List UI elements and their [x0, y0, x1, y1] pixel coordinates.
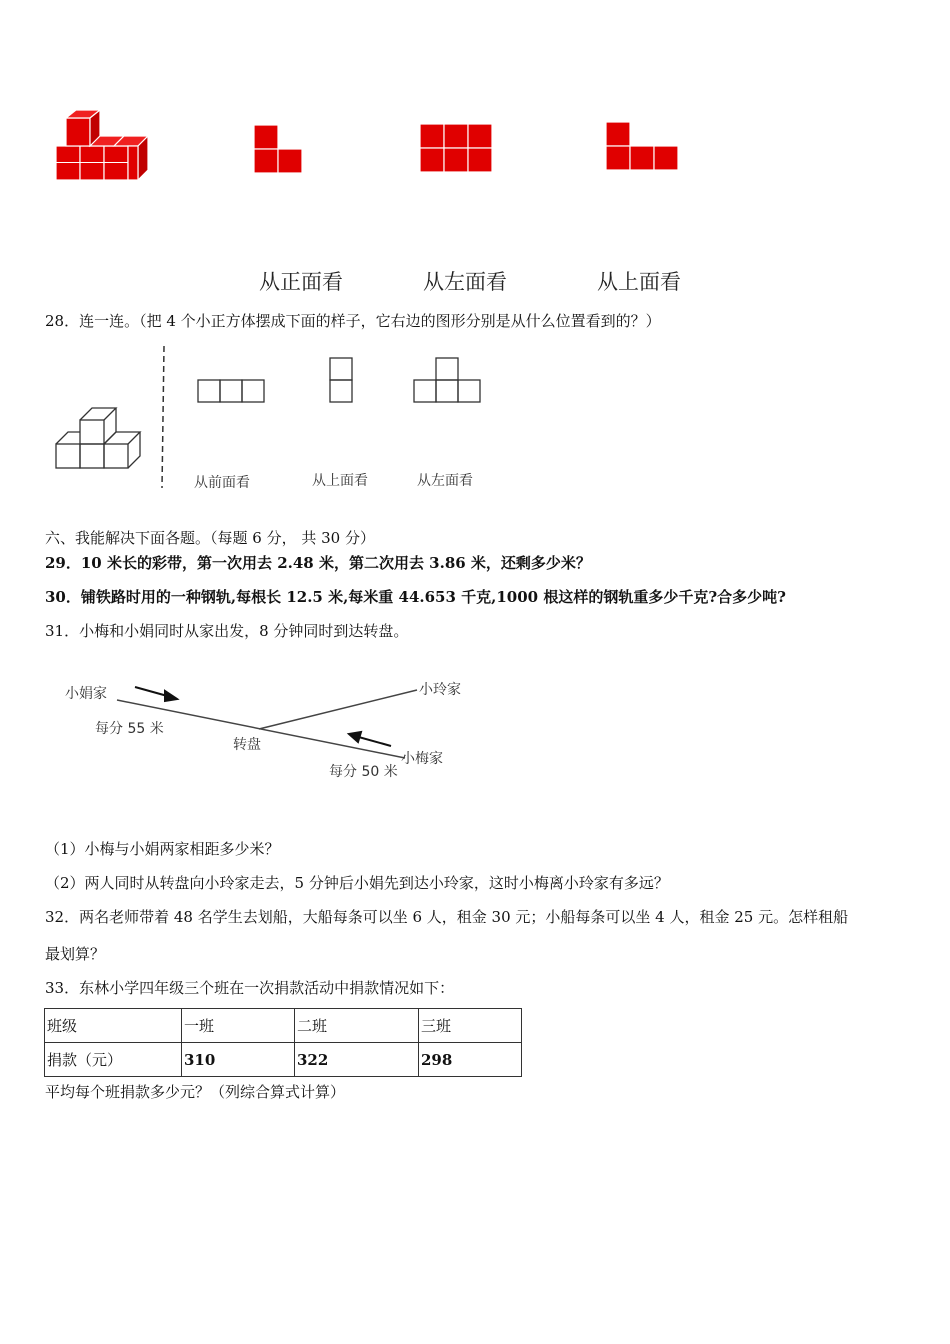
table-row-label: 捐款（元）	[45, 1043, 182, 1077]
donation-table	[44, 1008, 522, 1077]
q31-sub1: （1）小梅与小娟两家相距多少米？	[45, 840, 280, 858]
cube-stack-drawing	[56, 408, 140, 468]
section6-title: 六、我能解决下面各题。（每题 6 分， 共 30 分）	[45, 529, 375, 547]
q28-caption-front: 从前面看	[194, 475, 250, 491]
q28-caption-left: 从左面看	[417, 473, 473, 489]
top-views-figure	[40, 100, 720, 200]
q33-text: 33．东林小学四年级三个班在一次捐款活动中捐款情况如下：	[45, 979, 455, 997]
arrow-juan	[135, 687, 177, 701]
q32-line1: 32．两名老师带着 48 名学生去划船，大船每条可以坐 6 人，租金 30 元；小船每条可以坐 4 人，租金 25 元。怎样租船	[45, 908, 849, 926]
view-front-row	[198, 380, 264, 402]
table-cell: 310	[182, 1043, 295, 1077]
view-t-shape	[414, 358, 480, 402]
q31-sub2: （2）两人同时从转盘向小玲家走去，5 分钟后小娟先到达小玲家，这时小梅离小玲家有多远？	[45, 874, 669, 892]
label-xiaoling-home: 小玲家	[419, 682, 461, 698]
label-speed-mei: 每分 50 米	[329, 764, 398, 780]
table-header-cell: 二班	[295, 1009, 419, 1043]
red-cube-solid	[56, 110, 148, 180]
q32-line2: 最划算？	[45, 945, 106, 963]
q31-diagram	[55, 670, 495, 790]
q33-question: 平均每个班捐款多少元？（列综合算式计算）	[45, 1083, 346, 1101]
q30-text: 30．铺铁路时用的一种钢轨,每根长 12.5 米,每米重 44.653 千克,1000 根这样的钢轨重多少千克?合多少吨?	[45, 588, 786, 606]
table-header-cell: 三班	[419, 1009, 522, 1043]
road-roundabout-ling	[259, 690, 417, 729]
table-header-cell: 一班	[182, 1009, 295, 1043]
arrow-mei	[349, 732, 391, 746]
front-view-shape	[254, 125, 302, 173]
table-cell: 322	[295, 1043, 419, 1077]
top-view-shape	[606, 122, 678, 170]
label-roundabout: 转盘	[233, 737, 261, 753]
q29-text: 29．10 米长的彩带，第一次用去 2.48 米，第二次用去 3.86 米，还剩多少米？	[45, 554, 591, 572]
label-xiaomei-home: 小梅家	[401, 751, 443, 767]
table-row	[45, 1043, 522, 1077]
table-header-cell: 班级	[45, 1009, 182, 1043]
caption-left-view: 从左面看	[423, 270, 507, 294]
q31-text: 31．小梅和小娟同时从家出发，8 分钟同时到达转盘。	[45, 622, 409, 640]
q28-caption-top: 从上面看	[312, 473, 368, 489]
q28-text: 28．连一连。（把 4 个小正方体摆成下面的样子，它右边的图形分别是从什么位置看到的？）	[45, 312, 661, 330]
caption-front-view: 从正面看	[259, 270, 343, 294]
left-view-shape	[420, 124, 492, 172]
table-row	[45, 1009, 522, 1043]
label-speed-juan: 每分 55 米	[95, 721, 164, 737]
view-vertical-pair	[330, 358, 352, 402]
caption-top-view: 从上面看	[597, 270, 681, 294]
label-xiaojuan-home: 小娟家	[65, 686, 107, 702]
dashed-divider	[162, 346, 164, 488]
table-cell: 298	[419, 1043, 522, 1077]
